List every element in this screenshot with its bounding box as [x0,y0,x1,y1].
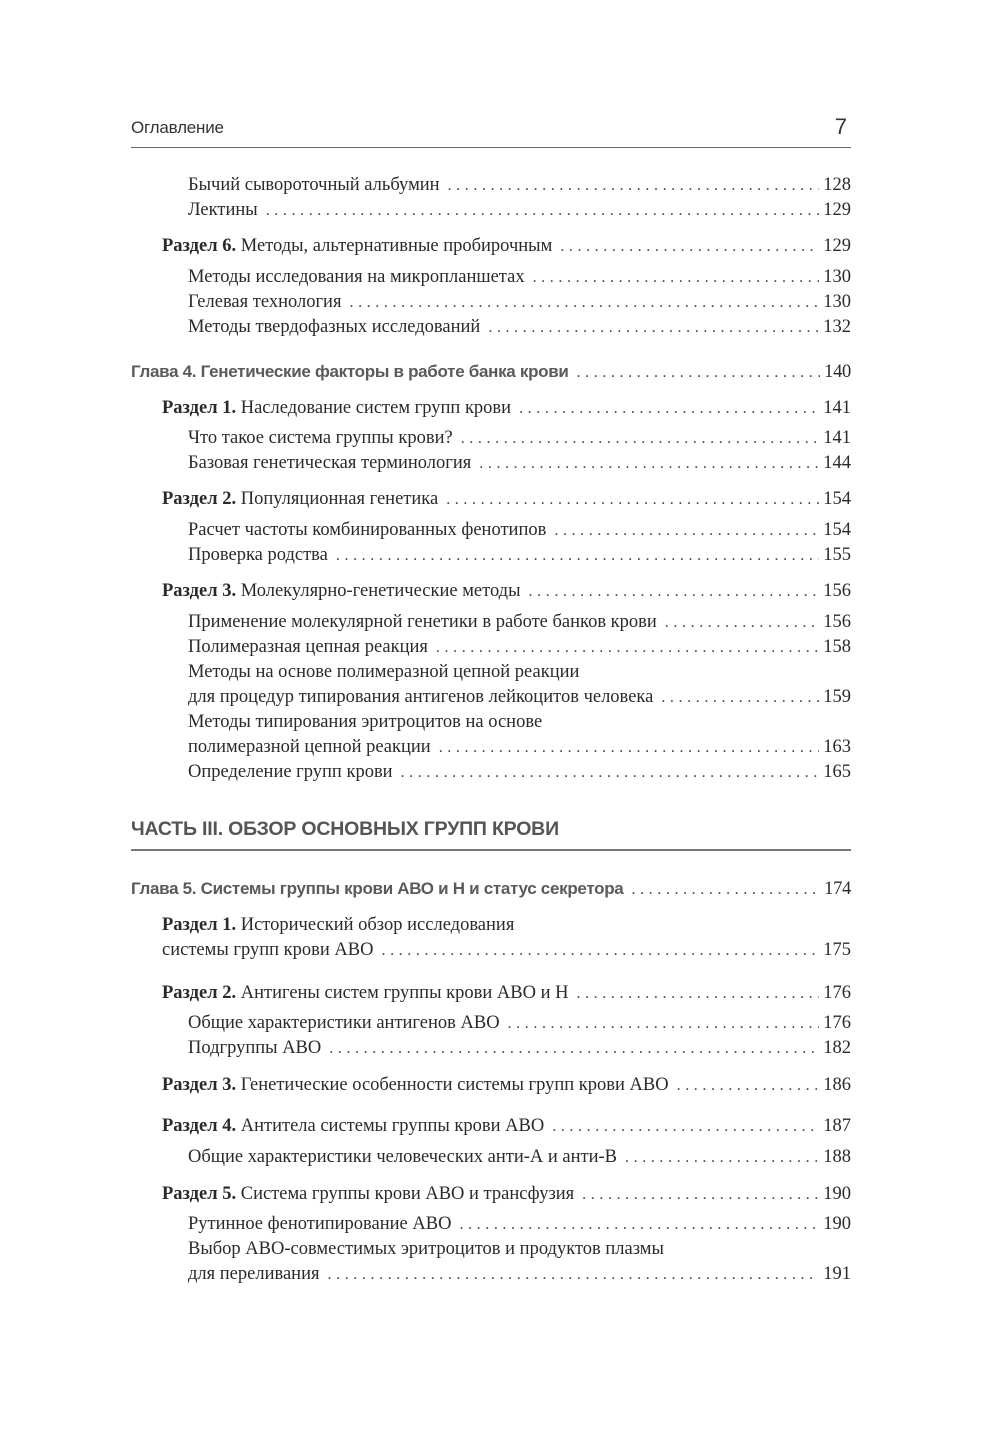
running-header-title: Оглавление [131,118,224,137]
toc-entry-page: 140 [824,362,851,382]
section-prefix: Раздел 1. [162,398,237,418]
dot-leader [328,1262,820,1287]
toc-entry[interactable] [131,610,851,635]
section-prefix: Раздел 2. [162,983,237,1003]
toc-chapter-title: Глава 5. Системы группы крови АВО и Н и статус секретора [131,879,624,898]
toc-entry-page: 154 [823,520,851,540]
toc-section-entry[interactable] [131,1114,851,1139]
toc-section-entry[interactable] [131,579,851,604]
toc-entry[interactable] [131,315,851,340]
toc-entry-page: 186 [823,1075,851,1095]
dot-leader [336,543,819,568]
part-title[interactable]: ЧАСТЬ III. ОБЗОР ОСНОВНЫХ ГРУПП КРОВИ [131,818,559,840]
page-number: 7 [834,114,847,139]
dot-leader [577,360,821,385]
section-prefix: Раздел 6. [162,236,237,256]
toc-entry-page: 141 [823,398,851,418]
toc-entry[interactable] [131,1262,851,1287]
toc-section-entry[interactable] [131,396,851,421]
dot-leader [508,1011,820,1036]
toc-entry[interactable] [131,1212,851,1237]
toc-entry-title: Раздел 2. Популяционная генетика [162,489,439,509]
toc-entry-page: 176 [823,983,851,1003]
dot-leader [266,198,820,223]
section-prefix: Раздел 3. [162,1075,237,1095]
dot-leader [665,610,819,635]
toc-entry-page: 182 [823,1038,851,1058]
part-divider [131,849,851,851]
toc-entry-title-line1[interactable]: Методы типирования эритроцитов на основе [188,712,543,732]
toc-entry[interactable] [131,1011,851,1036]
toc-entry-page: 154 [823,489,851,509]
toc-entry-title: Раздел 3. Молекулярно-генетические методы [162,581,521,601]
toc-entry-page: 163 [823,737,851,757]
toc-entry-title: Лектины [188,200,258,220]
toc-entry-title: полимеразной цепной реакции [188,737,431,757]
toc-entry[interactable] [131,635,851,660]
toc-entry-title: для процедур типирования антигенов лейкоцитов человека [188,687,654,707]
dot-leader [576,981,819,1006]
section-prefix: Раздел 2. [162,489,237,509]
toc-section-title-line1[interactable]: Раздел 1. Исторический обзор исследования [162,915,515,935]
dot-leader [401,760,820,785]
toc-section-entry[interactable] [131,1182,851,1207]
toc-entry-title: Проверка родства [188,545,328,565]
toc-entry-page: 129 [823,236,851,256]
toc-entry-title: Бычий сывороточный альбумин [188,175,440,195]
toc-entry[interactable] [131,198,851,223]
toc-entry-title: Определение групп крови [188,762,393,782]
toc-entry-title: Применение молекулярной генетики в работе банков крови [188,612,657,632]
dot-leader [552,1114,819,1139]
toc-entry[interactable] [131,265,851,290]
toc-entry-title-line1[interactable]: Методы на основе полимеразной цепной реакции [188,662,580,682]
toc-entry-page: 191 [823,1264,851,1284]
toc-entry-title: Методы исследования на микропланшетах [188,267,525,287]
toc-entry-title: Раздел 5. Система группы крови АВО и трансфузия [162,1184,575,1204]
toc-entry-title: Что такое система группы крови? [188,428,453,448]
toc-entry-page: 187 [823,1116,851,1136]
toc-entry-title: Гелевая технология [188,292,342,312]
toc-entry-page: 156 [823,581,851,601]
dot-leader [381,938,819,963]
section-prefix: Раздел 4. [162,1116,237,1136]
toc-section-entry[interactable] [131,487,851,512]
toc-entry[interactable] [131,760,851,785]
toc-entry-page: 156 [823,612,851,632]
toc-entry-page: 128 [823,175,851,195]
toc-entry-title: Раздел 1. Наследование систем групп крови [162,398,512,418]
dot-leader [529,579,820,604]
dot-leader [479,451,819,476]
dot-leader [349,290,819,315]
toc-chapter-entry[interactable] [131,359,851,385]
dot-leader [661,685,819,710]
toc-entry[interactable] [131,451,851,476]
toc-entry[interactable] [131,543,851,568]
toc-entry-page: 130 [823,267,851,287]
dot-leader [448,173,820,198]
toc-entry[interactable] [131,290,851,315]
toc-entry-title: Раздел 4. Антитела системы группы крови АВО [162,1116,545,1136]
toc-entry-page: 130 [823,292,851,312]
toc-section-entry[interactable] [131,234,851,259]
section-prefix: Раздел 3. [162,581,237,601]
dot-leader [459,1212,819,1237]
toc-entry-title: Раздел 2. Антигены систем группы крови АВО и Н [162,983,569,1003]
toc-entry[interactable] [131,518,851,543]
toc-entry-page: 174 [824,879,851,899]
toc-entry-title: Методы твердофазных исследований [188,317,481,337]
toc-entry-page: 190 [823,1214,851,1234]
toc-entry[interactable] [131,426,851,451]
toc-chapter-title: Глава 4. Генетические факторы в работе банка крови [131,362,569,381]
toc-entry[interactable] [131,1145,851,1170]
toc-entry[interactable] [131,685,851,710]
dot-leader [582,1182,819,1207]
running-header [131,114,851,144]
toc-entry-page: 190 [823,1184,851,1204]
dot-leader [677,1073,820,1098]
toc-entry-page: 175 [823,940,851,960]
toc-entry-page: 155 [823,545,851,565]
toc-entry-page: 158 [823,637,851,657]
toc-section-entry[interactable] [131,1073,851,1098]
toc-entry-title: Подгруппы АВО [188,1038,322,1058]
toc-entry-page: 144 [823,453,851,473]
toc-entry-title: Общие характеристики антигенов АВО [188,1013,500,1033]
toc-entry-title: Раздел 6. Методы, альтернативные пробирочным [162,236,553,256]
section-prefix: Раздел 1. [162,915,237,935]
dot-leader [625,1145,819,1170]
toc-entry-page: 165 [823,762,851,782]
header-divider [131,147,851,148]
dot-leader [461,426,820,451]
dot-leader [439,735,820,760]
toc-entry-page: 159 [823,687,851,707]
dot-leader [631,877,820,902]
dot-leader [488,315,819,340]
toc-entry[interactable] [131,1036,851,1061]
toc-entry[interactable] [131,173,851,198]
section-prefix: Раздел 5. [162,1184,237,1204]
toc-entry-title: системы групп крови АВО [162,940,374,960]
dot-leader [533,265,820,290]
dot-leader [446,487,819,512]
toc-entry-title-line1[interactable]: Выбор АВО-совместимых эритроцитов и продуктов плазмы [188,1239,664,1259]
toc-entry-page: 132 [823,317,851,337]
toc-entry-page: 129 [823,200,851,220]
toc-section-entry[interactable] [131,938,851,963]
toc-entry-title: Общие характеристики человеческих анти-А и анти-В [188,1147,618,1167]
dot-leader [554,518,819,543]
toc-entry-page: 176 [823,1013,851,1033]
toc-entry-title: Базовая генетическая терминология [188,453,472,473]
toc-chapter-entry[interactable] [131,876,851,902]
toc-entry-page: 188 [823,1147,851,1167]
toc-entry-title: Полимеразная цепная реакция [188,637,428,657]
toc-entry-title: для переливания [188,1264,320,1284]
dot-leader [329,1036,819,1061]
toc-entry-title: Рутинное фенотипирование АВО [188,1214,452,1234]
dot-leader [519,396,819,421]
toc-entry-title: Раздел 3. Генетические особенности системы групп крови АВО [162,1075,669,1095]
dot-leader [560,234,819,259]
toc-entry-page: 141 [823,428,851,448]
toc-section-entry[interactable] [131,981,851,1006]
toc-entry-title: Расчет частоты комбинированных фенотипов [188,520,547,540]
toc-entry[interactable] [131,735,851,760]
dot-leader [436,635,819,660]
